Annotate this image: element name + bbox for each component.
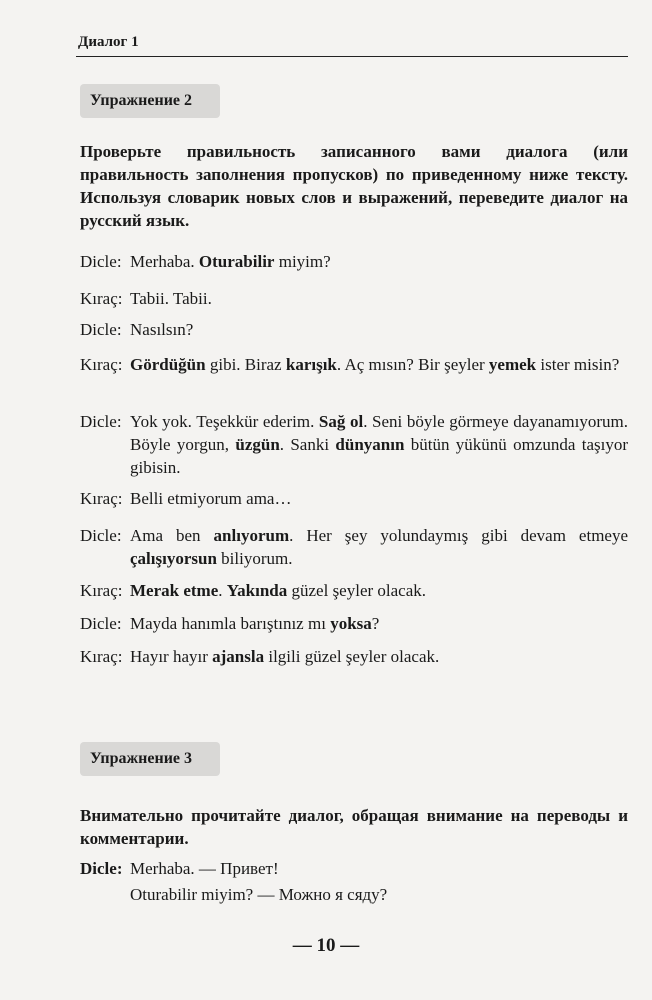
vocab-word: Oturabilir bbox=[198, 252, 275, 271]
text-run: miyim? bbox=[274, 252, 331, 271]
exercise-3-title: Упражнение 3 bbox=[80, 742, 220, 776]
dialogue-text bbox=[130, 410, 628, 479]
speaker-label: Kıraç: bbox=[80, 647, 123, 666]
dialogue-line bbox=[80, 487, 628, 510]
dialogue-line bbox=[80, 353, 628, 376]
dialogue-line bbox=[80, 287, 628, 310]
page-number: — 10 — bbox=[292, 935, 360, 956]
speaker-label: Dicle: bbox=[80, 526, 122, 545]
vocab-word: Gördüğün bbox=[130, 355, 206, 374]
text-run: Mayda hanımla barıştınız mı bbox=[130, 614, 331, 633]
text-run: . bbox=[218, 581, 227, 600]
vocab-word: anlıyorum bbox=[213, 526, 290, 545]
dialogue-line bbox=[80, 612, 628, 635]
dialogue-line bbox=[80, 857, 628, 880]
dialogue-line bbox=[80, 524, 628, 570]
dialogue-text bbox=[130, 524, 628, 570]
dialogue-text bbox=[130, 487, 628, 510]
dialogue-line bbox=[80, 645, 628, 668]
text-run: Tabii. Tabii. bbox=[130, 289, 212, 308]
speaker-label: Kıraç: bbox=[80, 289, 123, 308]
text-run: Nasılsın? bbox=[130, 320, 194, 339]
translation-line: Merhaba. — Привет! bbox=[130, 859, 279, 878]
vocab-word: çalışıyorsun bbox=[130, 549, 217, 568]
text-run: Ama ben bbox=[130, 526, 214, 545]
dialogue-line bbox=[80, 410, 628, 479]
dialogue-text bbox=[130, 318, 628, 341]
speaker-label: Dicle: bbox=[80, 614, 122, 633]
exercise-2-title: Упражнение 2 bbox=[80, 84, 220, 118]
translation-line: Oturabilir miyim? — Можно я сяду? bbox=[130, 885, 388, 904]
exercise-3-instruction: Внимательно прочитайте диалог, обращая внимание на переводы и комментарии. bbox=[80, 806, 628, 848]
vocab-word: üzgün bbox=[235, 435, 280, 454]
text-run: ? bbox=[371, 614, 380, 633]
dialogue-line bbox=[80, 250, 628, 273]
vocab-word: yemek bbox=[488, 355, 537, 374]
text-run: gibi. Biraz bbox=[205, 355, 286, 374]
vocab-word: Sağ ol bbox=[318, 412, 364, 431]
text-run: . Sanki bbox=[279, 435, 336, 454]
text-run: Belli etmiyorum ama… bbox=[130, 489, 292, 508]
dialogue-text bbox=[130, 353, 628, 376]
vocab-word: ajansla bbox=[212, 647, 265, 666]
text-run: . Aç mısın? Bir şeyler bbox=[336, 355, 489, 374]
dialogue-text bbox=[130, 250, 628, 273]
header-rule bbox=[76, 56, 628, 57]
dialogue-line bbox=[80, 883, 628, 906]
speaker-label: Kıraç: bbox=[80, 355, 123, 374]
text-run: güzel şeyler olacak. bbox=[287, 581, 427, 600]
dialogue-line bbox=[80, 579, 628, 602]
dialogue-text bbox=[130, 645, 628, 668]
text-run: . Seni böyle görmeye dayanamıyorum. Böyle yorgun, bbox=[130, 412, 628, 454]
text-run: ilgili güzel şeyler olacak. bbox=[264, 647, 440, 666]
vocab-word: dünyanın bbox=[335, 435, 405, 454]
exercise-2-instruction: Проверьте правильность записанного вами диалога (или правильность заполнения пропусков) по приведенному ниже тексту. Используя словарик новых слов и выражений, переведите диалог на русский язык. bbox=[80, 142, 628, 230]
vocab-word: karışık bbox=[285, 355, 337, 374]
text-run: Merhaba. bbox=[130, 252, 199, 271]
dialogue-text bbox=[130, 612, 628, 635]
text-run: ister misin? bbox=[536, 355, 620, 374]
dialogue-line bbox=[80, 318, 628, 341]
text-run: . Her şey yolundaymış gibi devam etmeye bbox=[289, 526, 629, 545]
speaker-label: Dicle: bbox=[80, 320, 122, 339]
text-run: Yok yok. Teşekkür ederim. bbox=[130, 412, 319, 431]
speaker-label: Dicle: bbox=[80, 859, 123, 878]
text-run: bütün yükünü omzunda taşıyor gibisin. bbox=[130, 435, 628, 477]
dialogue-text bbox=[130, 579, 628, 602]
speaker-label: Dicle: bbox=[80, 252, 122, 271]
speaker-spacer bbox=[80, 883, 130, 906]
text-run: biliyorum. bbox=[216, 549, 293, 568]
vocab-word: yoksa bbox=[330, 614, 372, 633]
text-run: Hayır hayır bbox=[130, 647, 213, 666]
speaker-label: Kıraç: bbox=[80, 489, 123, 508]
speaker-label: Kıraç: bbox=[80, 581, 123, 600]
dialogue-text bbox=[130, 287, 628, 310]
speaker-label: Dicle: bbox=[80, 412, 122, 431]
running-title: Диалог 1 bbox=[78, 34, 139, 50]
vocab-word: Merak etme bbox=[130, 581, 219, 600]
vocab-word: Yakında bbox=[226, 581, 288, 600]
